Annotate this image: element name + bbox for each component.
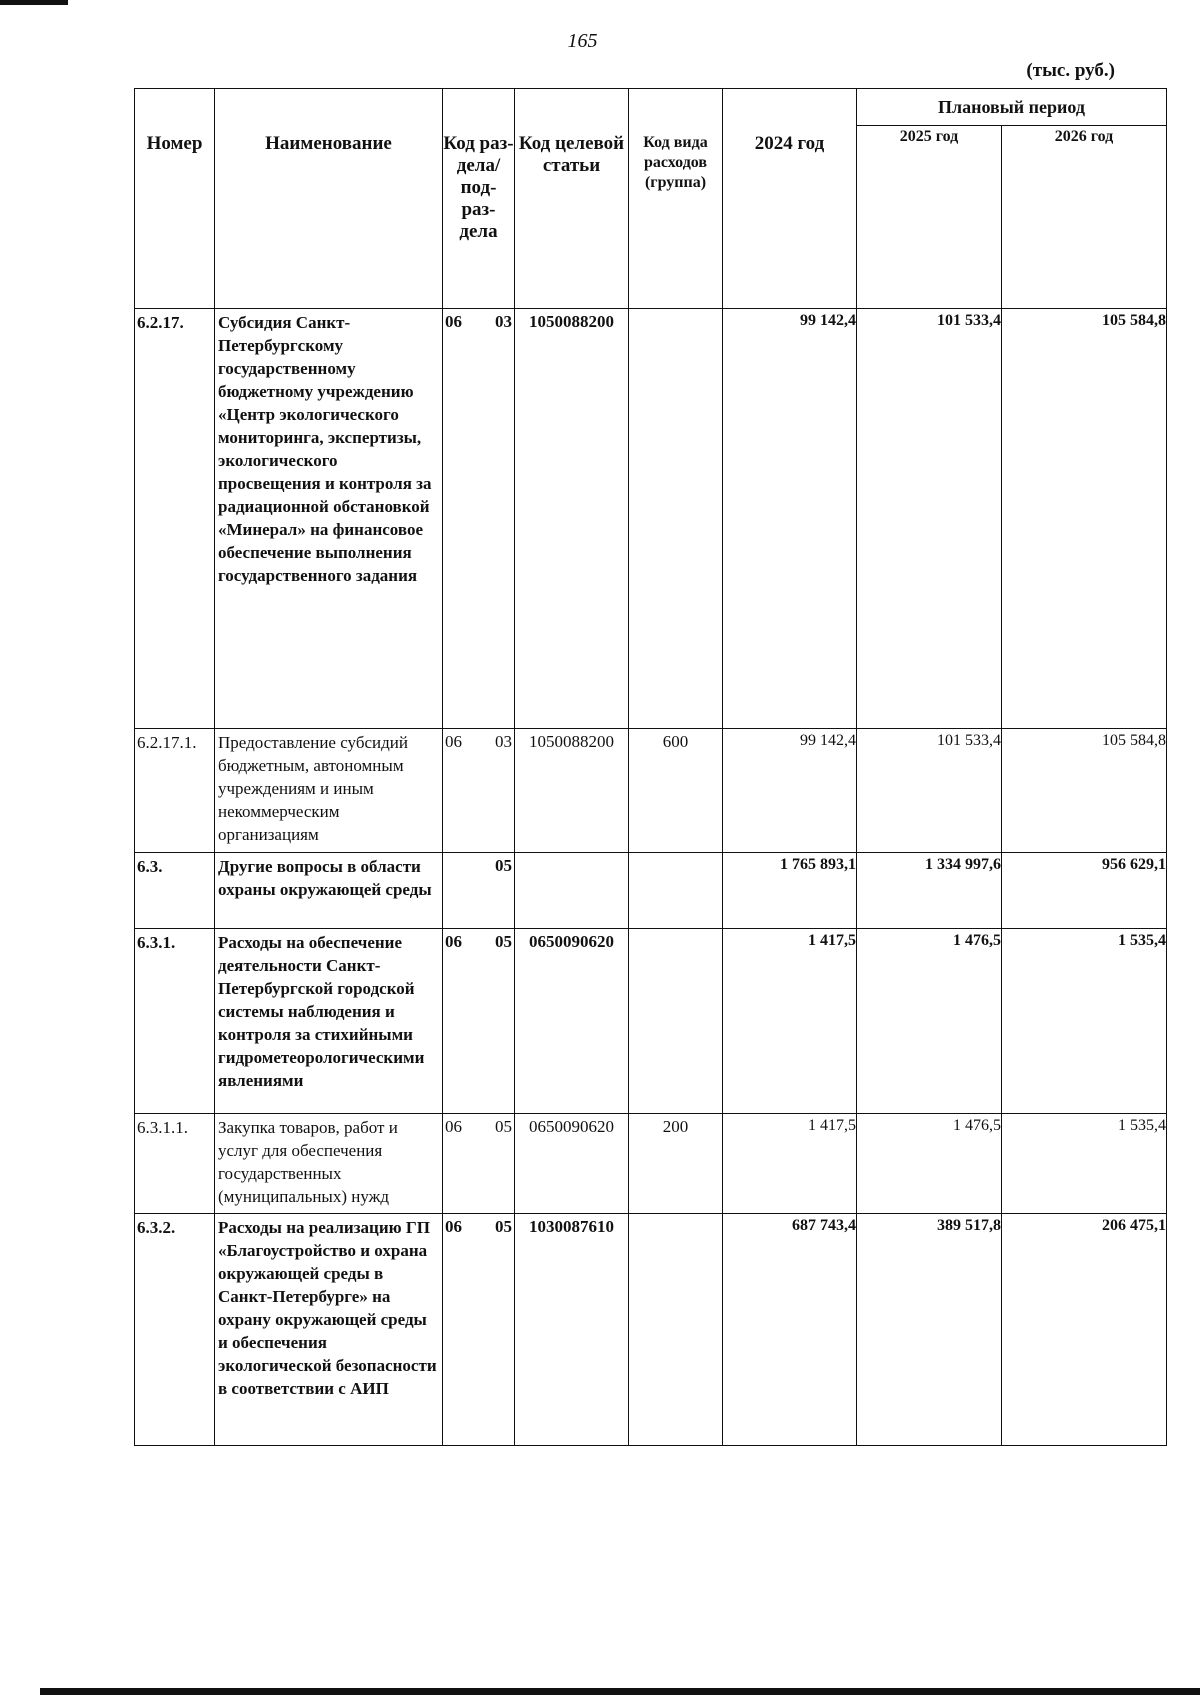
row-name: Другие вопросы в области охраны окружающей среды xyxy=(215,853,443,929)
row-section-code xyxy=(443,729,515,853)
row-section-code xyxy=(443,929,515,1114)
page-bottom-edge xyxy=(40,1688,1200,1695)
row-amount-2025: 1 476,5 xyxy=(857,929,1002,1114)
row-expense-type: 200 xyxy=(629,1114,723,1214)
row-amount-2024: 1 765 893,1 xyxy=(723,853,857,929)
table-row xyxy=(135,853,1167,929)
header-name: Наименование xyxy=(215,89,443,309)
row-section-code xyxy=(443,1114,515,1214)
header-section-code: Код раз- дела/ под- раз- дела xyxy=(443,89,515,309)
row-target-code: 0650090620 xyxy=(515,929,629,1114)
row-number: 6.3.1.1. xyxy=(135,1114,215,1214)
row-expense-type xyxy=(629,853,723,929)
row-amount-2025: 101 533,4 xyxy=(857,309,1002,729)
header-year-2026: 2026 год xyxy=(1002,126,1167,309)
row-number: 6.3.1. xyxy=(135,929,215,1114)
section-value: 06 xyxy=(445,1217,462,1236)
row-amount-2024: 1 417,5 xyxy=(723,1114,857,1214)
subsection-value: 05 xyxy=(495,1217,512,1236)
row-amount-2026: 956 629,1 xyxy=(1002,853,1167,929)
table-row xyxy=(135,929,1167,1114)
row-amount-2024: 99 142,4 xyxy=(723,309,857,729)
header-year-2025: 2025 год xyxy=(857,126,1002,309)
row-name: Субсидия Санкт-Петербургскому государственному бюджетному учреждению «Центр экологического мониторинга, экспертизы, экологического просвещения и контроля за радиационной обстановкой «Минерал» на финансовое обеспечение выполнения государственного задания xyxy=(215,309,443,729)
row-expense-type: 600 xyxy=(629,729,723,853)
table-row xyxy=(135,1114,1167,1214)
row-amount-2024: 99 142,4 xyxy=(723,729,857,853)
row-target-code: 1050088200 xyxy=(515,729,629,853)
row-target-code: 1050088200 xyxy=(515,309,629,729)
section-value: 06 xyxy=(445,312,462,331)
row-number: 6.3.2. xyxy=(135,1214,215,1446)
row-amount-2024: 1 417,5 xyxy=(723,929,857,1114)
row-expense-type xyxy=(629,309,723,729)
row-amount-2025: 101 533,4 xyxy=(857,729,1002,853)
top-corner-mark xyxy=(0,0,68,5)
row-name: Расходы на реализацию ГП «Благоустройство и охрана окружающей среды в Санкт-Петербурге» на охрану окружающей среды и обеспечения экологической безопасности в соответствии с АИП xyxy=(215,1214,443,1446)
row-name: Предоставление субсидий бюджетным, автономным учреждениям и иным некоммерческим организациям xyxy=(215,729,443,853)
budget-table xyxy=(134,88,1167,1446)
row-amount-2025: 1 476,5 xyxy=(857,1114,1002,1214)
row-amount-2024: 687 743,4 xyxy=(723,1214,857,1446)
subsection-value: 03 xyxy=(495,732,512,751)
row-target-code: 1030087610 xyxy=(515,1214,629,1446)
subsection-value: 05 xyxy=(495,856,512,875)
section-value: 06 xyxy=(445,1117,462,1136)
header-planning-period: Плановый период xyxy=(857,89,1167,126)
section-value: 06 xyxy=(445,732,462,751)
row-expense-type xyxy=(629,929,723,1114)
subsection-value: 05 xyxy=(495,1117,512,1136)
units-label: (тыс. руб.) xyxy=(1026,60,1115,81)
row-target-code: 0650090620 xyxy=(515,1114,629,1214)
row-amount-2025: 1 334 997,6 xyxy=(857,853,1002,929)
row-number: 6.3. xyxy=(135,853,215,929)
section-value: 06 xyxy=(445,932,462,951)
row-amount-2026: 1 535,4 xyxy=(1002,929,1167,1114)
page-number: 165 xyxy=(567,30,598,52)
row-section-code xyxy=(443,1214,515,1446)
header-target-code: Код целевой статьи xyxy=(515,89,629,309)
table-row xyxy=(135,1214,1167,1446)
row-number: 6.2.17.1. xyxy=(135,729,215,853)
subsection-value: 05 xyxy=(495,932,512,951)
subsection-value: 03 xyxy=(495,312,512,331)
table-row xyxy=(135,309,1167,729)
row-expense-type xyxy=(629,1214,723,1446)
row-section-code xyxy=(443,853,515,929)
row-amount-2026: 1 535,4 xyxy=(1002,1114,1167,1214)
row-number: 6.2.17. xyxy=(135,309,215,729)
row-name: Закупка товаров, работ и услуг для обеспечения государственных (муниципальных) нужд xyxy=(215,1114,443,1214)
row-section-code xyxy=(443,309,515,729)
row-target-code xyxy=(515,853,629,929)
row-amount-2025: 389 517,8 xyxy=(857,1214,1002,1446)
header-expense-type: Код вида расходов (группа) xyxy=(629,89,723,309)
header-year-2024: 2024 год xyxy=(723,89,857,309)
table-row xyxy=(135,729,1167,853)
row-amount-2026: 206 475,1 xyxy=(1002,1214,1167,1446)
header-number: Номер xyxy=(135,89,215,309)
row-amount-2026: 105 584,8 xyxy=(1002,309,1167,729)
row-name: Расходы на обеспечение деятельности Санкт-Петербургской городской системы наблюдения и контроля за стихийными гидрометеорологическими явлениями xyxy=(215,929,443,1114)
row-amount-2026: 105 584,8 xyxy=(1002,729,1167,853)
